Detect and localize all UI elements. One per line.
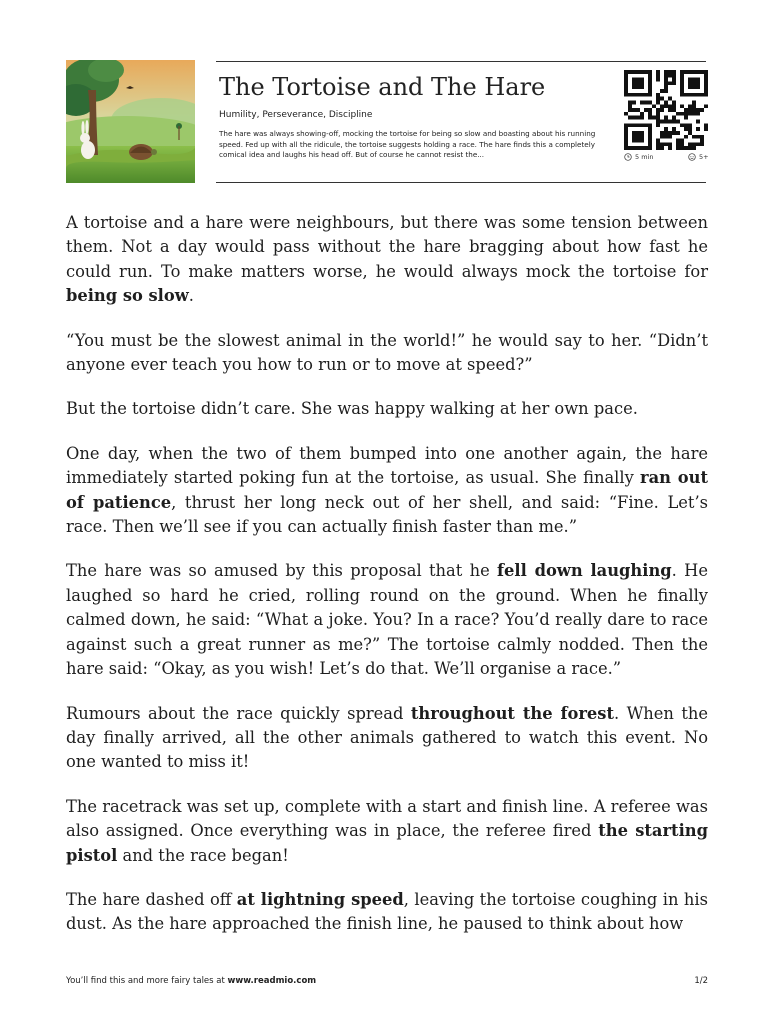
paragraph-text: One day, when the two of them bumped into one another again, the hare immediately started poking fun at the tortoise, as usual. She finally (66, 443, 708, 488)
paragraph-text: . When the day finally arrived, all the other animals gathered to watch this event. No one wanted to miss it! (66, 703, 708, 772)
paragraph-text: , thrust her long neck out of her shell, and said: “Fine. Let’s race. Then we’ll see if you can actually finish faster than me.” (66, 492, 708, 537)
story-paragraph (66, 702, 708, 775)
story-paragraph (66, 888, 708, 937)
emphasis-text: at lightning speed (236, 889, 404, 909)
story-paragraph (66, 211, 708, 309)
header-rule-bottom (216, 182, 706, 183)
story-paragraph (66, 559, 708, 681)
reading-time-value: 5 min (635, 153, 654, 161)
emphasis-text: throughout the forest (410, 703, 614, 723)
paragraph-text: A tortoise and a hare were neighbours, but there was some tension between them. Not a day would pass without the hare bragging about how fast he could run. To make matters worse, he would always mock the tortoise for (66, 213, 708, 281)
story-tags: Humility, Perseverance, Discipline (219, 110, 373, 120)
emphasis-text: the starting pistol (66, 821, 708, 865)
paragraph-text: . (188, 286, 194, 306)
qr-code-icon[interactable] (624, 70, 708, 150)
face-icon (688, 153, 696, 161)
paragraph-text: The racetrack was set up, complete with a start and finish line. A referee was also assigned. Once everything was in place, the referee fired (66, 796, 708, 841)
paragraph-text: “You must be the slowest animal in the world!” he would say to her. “Didn’t anyone ever teach you how to run or to move at speed?” (66, 330, 708, 375)
emphasis-text: ran out of patience (66, 468, 708, 512)
age-rating (688, 152, 709, 162)
page-number: 1/2 (694, 976, 708, 986)
story-paragraph (66, 795, 708, 868)
clock-icon (624, 153, 632, 161)
story-title: The Tortoise and The Hare (219, 73, 546, 101)
age-rating-value: 5+ (699, 153, 709, 161)
footer-text: You’ll find this and more fairy tales at (66, 976, 228, 986)
story-body (66, 211, 708, 957)
header-rule-top (216, 61, 706, 62)
emphasis-text: being so slow (66, 286, 189, 306)
reading-time (624, 152, 653, 162)
paragraph-text: and the race began! (117, 845, 289, 865)
footer-site-link[interactable]: www.readmio.com (227, 976, 317, 986)
paragraph-text: But the tortoise didn’t care. She was happy walking at her own pace. (66, 399, 638, 419)
story-paragraph (66, 397, 708, 421)
story-paragraph (66, 329, 708, 378)
story-summary: The hare was always showing-off, mocking the tortoise for being so slow and boasting about his running speed. Fed up with all the ridicule, the tortoise suggests holding a race. The hare finds this a completely comical idea and laughs his head off. But of course he cannot resist the... (219, 129, 596, 159)
paragraph-text: The hare dashed off (66, 889, 237, 909)
paragraph-text: Rumours about the race quickly spread (66, 703, 411, 723)
paragraph-text: . He laughed so hard he cried, rolling round on the ground. When he finally calmed down, he said: “What a joke. You? In a race? You’d really dare to race against such a great runner as me?” The tortoise calmly nodded. Then the hare said: “Okay, as you wish! Let’s do that. We’ll organise a race.” (66, 561, 708, 679)
story-paragraph (66, 442, 708, 540)
footer (66, 975, 708, 987)
tortoise-and-hare-illustration (66, 60, 195, 183)
paragraph-text: , leaving the tortoise coughing in his dust. As the hare approached the finish line, he paused to think about how (66, 889, 708, 934)
emphasis-text: fell down laughing (497, 561, 672, 581)
paragraph-text: The hare was so amused by this proposal that he (66, 561, 498, 581)
